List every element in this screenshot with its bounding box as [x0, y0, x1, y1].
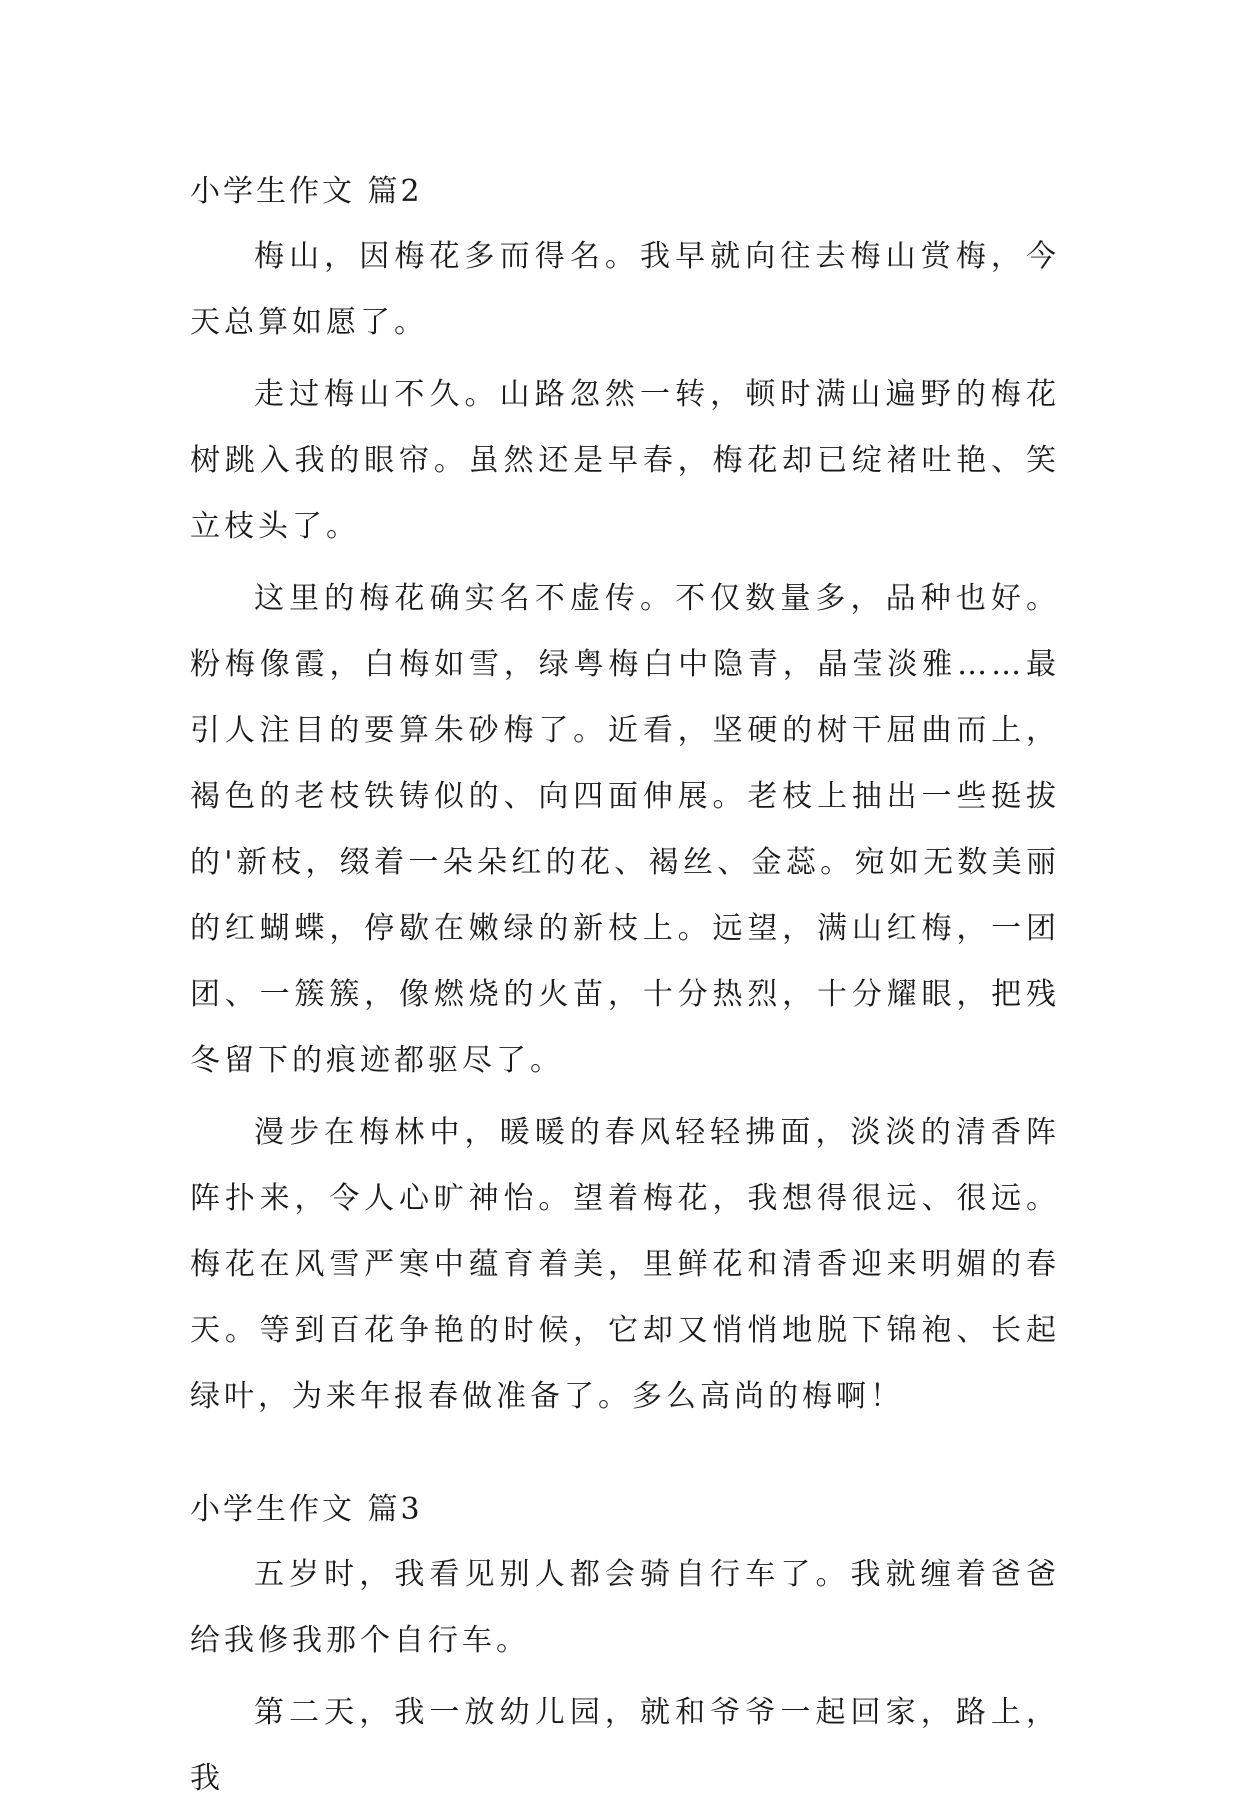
paragraph: 五岁时，我看见别人都会骑自行车了。我就缠着爸爸给我修我那个自行车。 [190, 1557, 1060, 1658]
paragraph: 第二天，我一放幼儿园，就和爷爷一起回家，路上，我 [190, 1695, 1060, 1796]
paragraph: 梅山，因梅花多而得名。我早就向往去梅山赏梅，今天总算如愿了。 [190, 239, 1060, 340]
section-heading: 小学生作文 篇2 [190, 174, 423, 209]
document-body [190, 160, 1060, 1818]
essay-section-2 [190, 160, 1060, 1430]
paragraph: 走过梅山不久。山路忽然一转，顿时满山遍野的梅花树跳入我的眼帘。虽然还是早春，梅花却已绽褚吐艳、笑立枝头了。 [190, 377, 1060, 544]
paragraph: 漫步在梅林中，暖暖的春风轻轻拂面，淡淡的清香阵阵扑来，令人心旷神怡。望着梅花，我想得很远、很远。梅花在风雪严寒中蕴育着美，里鲜花和清香迎来明媚的春天。等到百花争艳的时候，它却又悄悄地脱下锦袍、长起绿叶，为来年报春做准备了。多么高尚的梅啊！ [190, 1115, 1060, 1414]
paragraph: 这里的梅花确实名不虚传。不仅数量多，品种也好。粉梅像霞，白梅如雪，绿粤梅白中隐青，晶莹淡雅……最引人注目的要算朱砂梅了。近看，坚硬的树干屈曲而上，褐色的老枝铁铸似的、向四面伸展。老枝上抽出一些挺拔的'新枝，缀着一朵朵红的花、褐丝、金蕊。宛如无数美丽的红蝴蝶，停歇在嫩绿的新枝上。远望，满山红梅，一团团、一簇簇，像燃烧的火苗，十分热烈，十分耀眼，把残冬留下的痕迹都驱尽了。 [190, 581, 1060, 1078]
essay-section-3 [190, 1478, 1060, 1812]
section-heading: 小学生作文 篇3 [190, 1492, 423, 1527]
section-spacer [190, 1436, 1060, 1478]
